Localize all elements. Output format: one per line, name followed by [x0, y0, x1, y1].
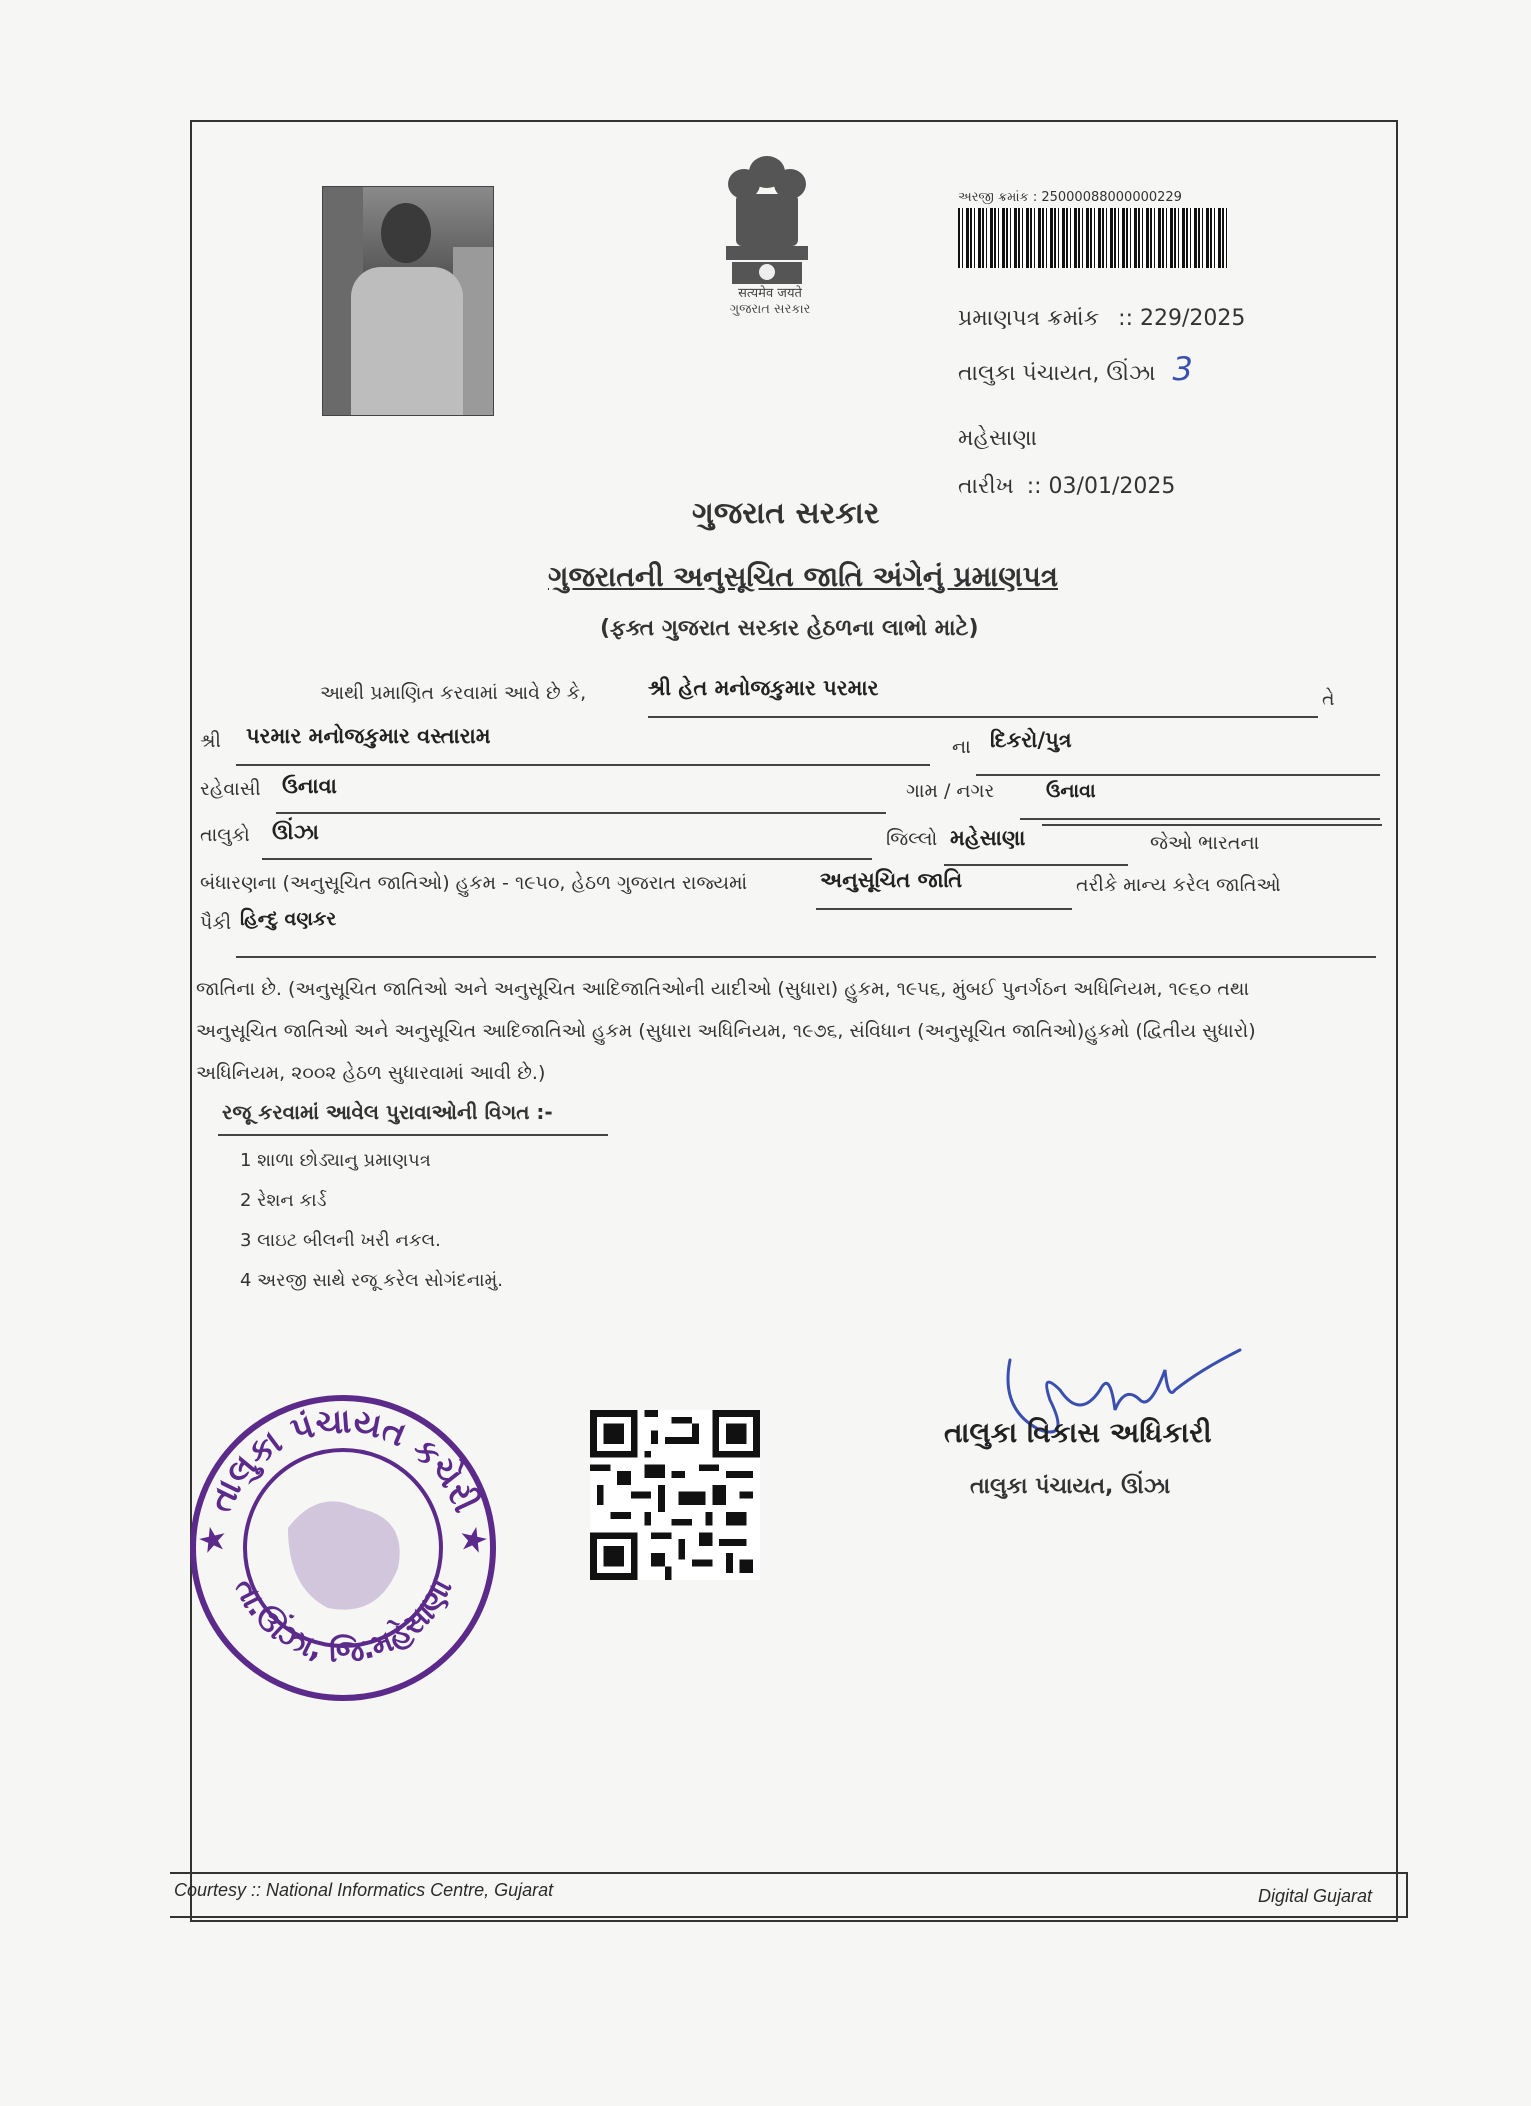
certificate-note: (ફક્ત ગુજરાત સરકાર હેઠળના લાભો માટે)	[600, 616, 979, 641]
district-value: મહેસાણા	[950, 826, 1026, 850]
emblem-caption	[700, 286, 840, 318]
certificate-number-value: :: 229/2025	[1118, 306, 1246, 331]
taluka-label: તાલુકો	[200, 824, 250, 846]
certificate-title: ગુજરાતની અનુસૂચિત જાતિ અંગેનું પ્રમાણપત્ર	[548, 560, 1059, 593]
village-value: ઉનાવા	[1046, 780, 1096, 802]
evidence-item: 4 અરજી સાથે રજૂ કરેલ સોગંદનામું.	[240, 1270, 503, 1291]
category-value: અનુસૂચિત જાતિ	[820, 868, 963, 892]
office-seal-stamp	[178, 1378, 508, 1708]
district-top-line	[1042, 824, 1382, 826]
certificate-number	[958, 306, 1245, 331]
applicant-photo	[322, 186, 494, 416]
emblem-motto: सत्यमेव जयते	[738, 286, 802, 301]
legal-paragraph	[196, 968, 1366, 1094]
evidence-title: રજૂ કરવામાં આવેલ પુરાવાઓની વિગત :-	[222, 1100, 553, 1124]
shri-label: શ્રી	[200, 730, 221, 752]
barcode	[958, 208, 1228, 268]
evidence-item: 3 લાઇટ બીલની ખરી નકલ.	[240, 1230, 441, 1251]
relation-value: દિકરો/પુત્ર	[990, 728, 1072, 752]
svg-text:★ તાલુકા પંચાયત કચેરી ★: ★ તાલુકા પંચાયત કચેરી ★	[191, 1401, 495, 1558]
issue-date-value: :: 03/01/2025	[1026, 474, 1176, 499]
legal-line-3: અધિનિયમ, ૨૦૦૨ હેઠળ સુધારવામાં આવી છે.)	[196, 1062, 546, 1084]
person-name-line	[648, 716, 1318, 718]
caste-value: હિન્દુ વણકર	[240, 908, 337, 930]
government-title: ગુજરાત સરકાર	[692, 496, 880, 531]
signatory-designation: તાલુકા વિકાસ અધિકારી	[944, 1416, 1212, 1449]
relation-line	[976, 774, 1380, 776]
issue-date-label: તારીખ	[958, 474, 1014, 499]
footer-brand: Digital Gujarat	[1258, 1886, 1373, 1906]
resident-value: ઉનાવા	[282, 774, 337, 798]
constitution-label: બંધારણના (અનુસૂચિત જાતિઓ) હુકમ - ૧૯૫૦, હેઠળ ગુજરાત રાજ્યમાં	[200, 872, 748, 894]
village-line	[1020, 818, 1380, 820]
evidence-item: 2 રેશન કાર્ડ	[240, 1190, 327, 1211]
taluka-line	[262, 858, 872, 860]
footer-courtesy: Courtesy :: National Informatics Centre, Gujarat	[174, 1880, 554, 1900]
issuing-office-text: તાલુકા પંચાયત, ઊંઝા	[958, 361, 1156, 386]
who-label: જેઓ ભારતના	[1150, 832, 1260, 854]
svg-text:તા.ઊંઝા, જિ.મહેસાણા: તા.ઊંઝા, જિ.મહેસાણા	[226, 1572, 460, 1670]
resident-label: રહેવાસી	[200, 778, 261, 800]
na-label: ના	[952, 736, 971, 758]
village-label: ગામ / નગર	[906, 780, 995, 802]
evidence-title-underline	[218, 1134, 608, 1136]
resident-line	[276, 812, 886, 814]
issue-date	[958, 474, 1175, 499]
signatory-office: તાલુકા પંચાયત, ઊંઝા	[970, 1474, 1171, 1499]
taluka-value: ઊંઝા	[272, 820, 319, 844]
handwritten-mark: 3	[1172, 350, 1193, 388]
father-name: પરમાર મનોજકુમાર વસ્તારામ	[246, 724, 491, 748]
person-name: શ્રી હેત મનોજકુમાર પરમાર	[648, 676, 879, 700]
application-number: અરજી ક્રમાંક : 25000088000000229	[958, 190, 1182, 205]
qr-code	[590, 1410, 760, 1580]
evidence-item: 1 શાળા છોડ્યાનુ પ્રમાણપત્ર	[240, 1150, 431, 1171]
national-emblem-icon	[712, 150, 822, 290]
issuing-office	[958, 350, 1193, 388]
district-line	[944, 864, 1128, 866]
legal-line-1: જાતિના છે. (અનુસૂચિત જાતિઓ અને અનુસૂચિત આદિજાતિઓની યાદીઓ (સુધારા) હુકમ, ૧૯૫૬, મુંબઈ પુનર્ગઠન અધિનિયમ, ૧૯૬૦ તથા	[196, 978, 1250, 1000]
te-label: તે	[1322, 688, 1335, 710]
recognized-label: તરીકે માન્ય કરેલ જાતિઓ	[1076, 874, 1281, 896]
category-line	[816, 908, 1072, 910]
caste-line	[236, 956, 1376, 958]
certify-label: આથી પ્રમાણિત કરવામાં આવે છે કે,	[320, 682, 587, 704]
district-header: મહેસાણા	[958, 426, 1037, 451]
certificate-number-label: પ્રમાણપત્ર ક્રમાંક	[958, 306, 1100, 331]
district-label: જિલ્લો	[886, 828, 938, 850]
father-name-line	[236, 764, 930, 766]
legal-line-2: અનુસૂચિત જાતિઓ અને અનુસૂચિત આદિજાતિઓ હુકમ (સુધારા અધિનિયમ, ૧૯૭૬, સંવિધાન (અનુસૂચિત જાતિઓ)હુકમો (દ્વિતીય સુધારો)	[196, 1020, 1256, 1042]
emblem-caption-text: ગુજરાત સરકાર	[729, 302, 811, 317]
among-label: પૈકી	[200, 912, 232, 934]
